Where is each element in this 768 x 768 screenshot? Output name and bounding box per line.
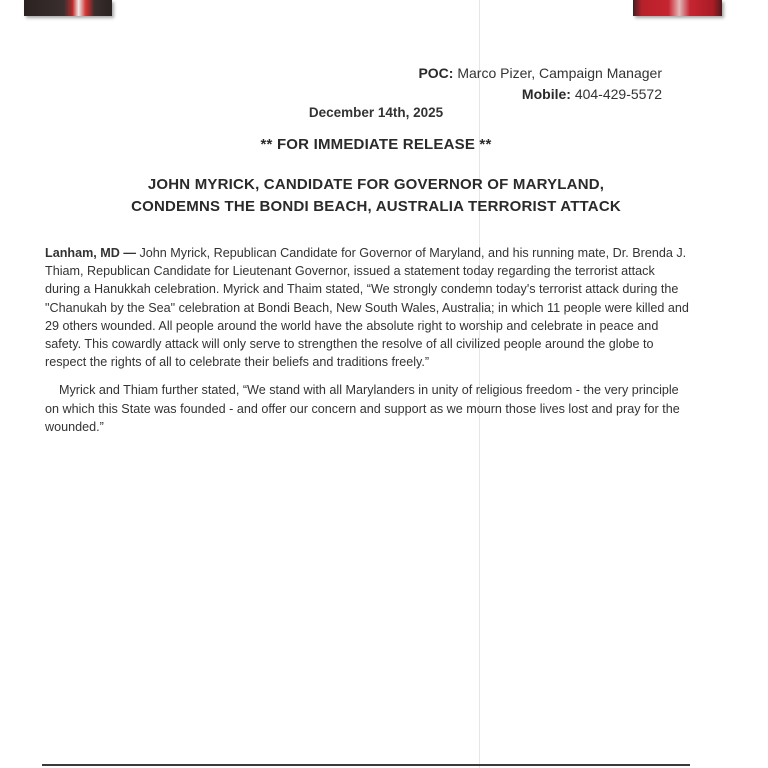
contact-block	[418, 63, 662, 105]
body-paragraph-1	[45, 244, 690, 371]
press-release-body	[45, 244, 690, 436]
mobile-line	[418, 84, 662, 105]
dateline: Lanham, MD —	[45, 246, 136, 260]
poc-line	[418, 63, 662, 84]
headline-line-1: JOHN MYRICK, CANDIDATE FOR GOVERNOR OF MARYLAND,	[147, 176, 605, 193]
body-paragraph-2: Myrick and Thiam further stated, “We stand with all Marylanders in unity of religious freedom - the very principle on which this State was founded - and offer our concern and support as we mourn those lives lost and pray for the wounded.”	[45, 383, 680, 434]
mobile-value: 404-429-5572	[574, 86, 662, 102]
candidate-photo-left	[24, 0, 112, 16]
headline	[0, 174, 752, 218]
candidate-photo-right	[633, 0, 722, 16]
poc-value: Marco Pizer, Campaign Manager	[457, 65, 662, 81]
mobile-label: Mobile:	[521, 86, 571, 102]
paragraph-1-text: John Myrick, Republican Candidate for Governor of Maryland, and his running mate, Dr. Brenda J. Thiam, Republican Candidate for Lieutenant Governor, issued a statement today regarding the terrorist attack during a Hanukkah celebration. Myrick and Thaim stated, “We strongly condemn today's terrorist attack during the "Chanukah by the Sea" celebration at Bondi Beach, New South Wales, Australia; in which 11 people were killed and 29 others wounded. All people around the world have the absolute right to worship and celebrate in peace and safety. This cowardly attack will only serve to strengthen the resolve of all civilized people around the globe to respect the rights of all to celebrate their beliefs and traditions freely.”	[45, 246, 689, 370]
release-date: December 14th, 2025	[308, 105, 444, 120]
headline-line-2: CONDEMNS THE BONDI BEACH, AUSTRALIA TERRORIST ATTACK	[131, 198, 621, 215]
release-tag: ** FOR IMMEDIATE RELEASE **	[260, 136, 492, 153]
poc-label: POC:	[418, 65, 454, 81]
footer-divider	[42, 764, 690, 766]
